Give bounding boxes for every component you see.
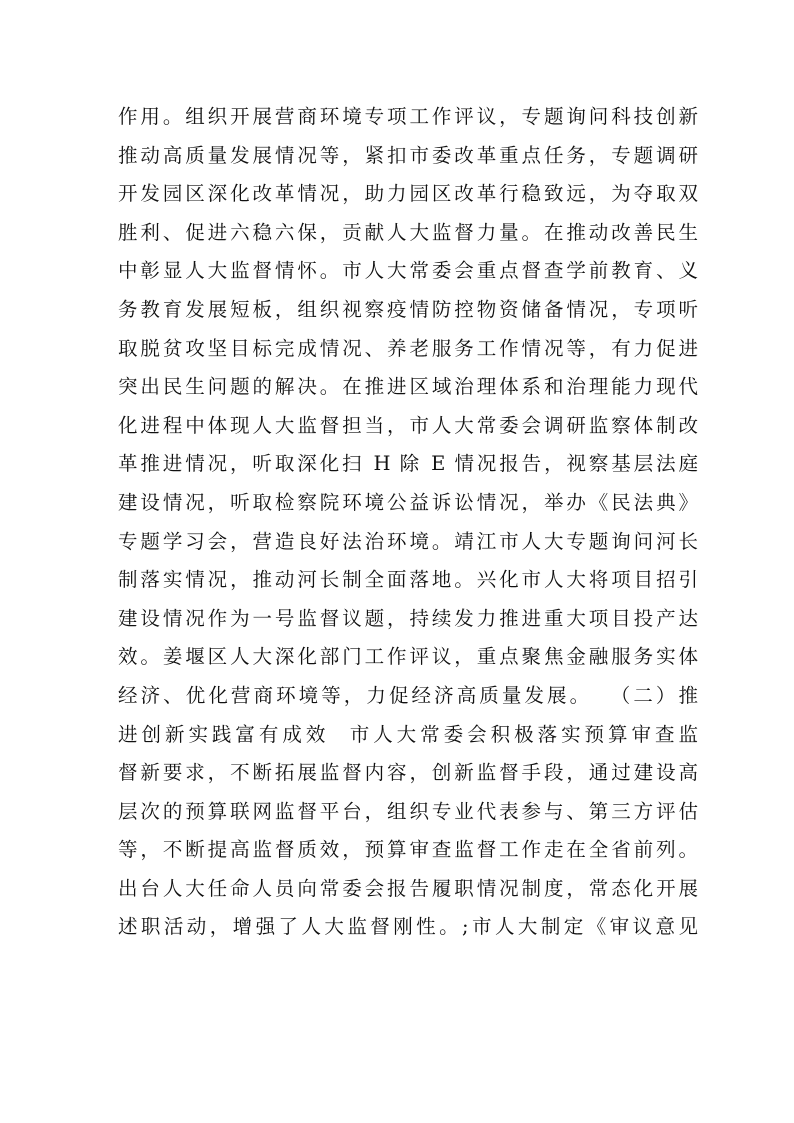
- text-line: 化进程中体现人大监督担当，市人大常委会调研监察体制改: [118, 413, 698, 437]
- text-line: 开发园区深化改革情况，助力园区改革行稳致远，为夺取双: [118, 182, 698, 206]
- text-line: 建设情况作为一号监督议题，持续发力推进重大项目投产达: [118, 606, 698, 630]
- text-line: 层次的预算联网监督平台，组织专业代表参与、第三方评估: [118, 799, 698, 823]
- text-line: 专题学习会，营造良好法治环境。靖江市人大专题询问河长: [118, 529, 698, 553]
- text-line: 作用。组织开展营商环境专项工作评议，专题询问科技创新: [118, 105, 698, 128]
- text-line: 督新要求，不断拓展监督内容，创新监督手段，通过建设高: [118, 761, 698, 785]
- text-line: 效。姜堰区人大深化部门工作评议，重点聚焦金融服务实体: [118, 645, 698, 669]
- text-line: 胜利、促进六稳六保，贡献人大监督力量。在推动改善民生: [118, 220, 698, 244]
- text-line: 建设情况，听取检察院环境公益诉讼情况，举办《民法典》: [118, 490, 698, 514]
- text-line: 经济、优化营商环境等，力促经济高质量发展。 （二）推: [118, 683, 698, 707]
- text-line: 突出民生问题的解决。在推进区域治理体系和治理能力现代: [118, 375, 698, 399]
- text-line: 述职活动，增强了人大监督刚性。;市人大制定《审议意见: [118, 915, 698, 939]
- text-line: 等，不断提高监督质效，预算审查监督工作走在全省前列。: [118, 838, 698, 862]
- text-line: 制落实情况，推动河长制全面落地。兴化市人大将项目招引: [118, 568, 698, 592]
- text-line: 取脱贫攻坚目标完成情况、养老服务工作情况等，有力促进: [118, 336, 698, 360]
- text-line: 推动高质量发展情况等，紧扣市委改革重点任务，专题调研: [118, 143, 698, 167]
- text-line: 革推进情况，听取深化扫 H 除 E 情况报告，视察基层法庭: [118, 452, 698, 476]
- text-line: 进创新实践富有成效 市人大常委会积极落实预算审查监: [118, 722, 698, 746]
- text-line: 中彰显人大监督情怀。市人大常委会重点督查学前教育、义: [118, 259, 698, 283]
- text-line: 出台人大任命人员向常委会报告履职情况制度，常态化开展: [118, 876, 698, 900]
- body-paragraph: [118, 98, 698, 947]
- text-line: 务教育发展短板，组织视察疫情防控物资储备情况，专项听: [118, 297, 698, 321]
